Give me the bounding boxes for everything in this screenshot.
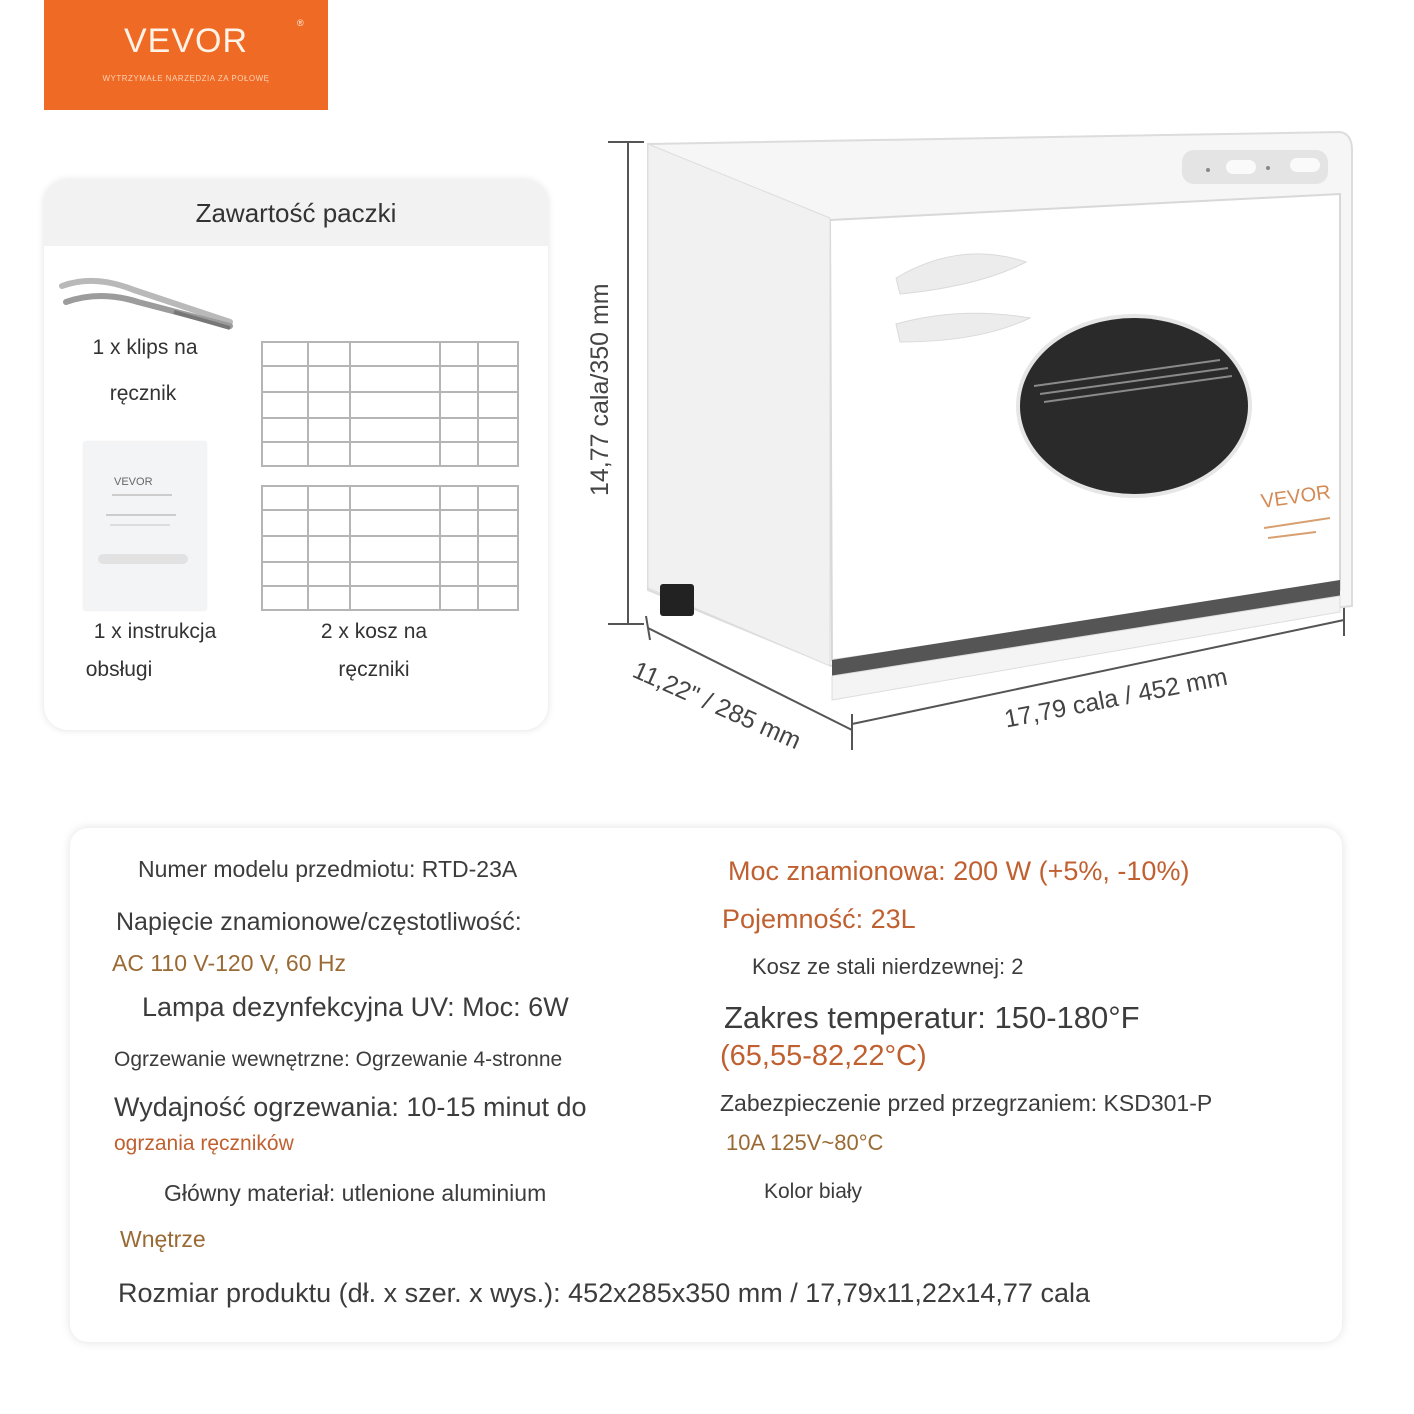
spec-temp-line2: (65,55-82,22°C) [720,1040,927,1072]
package-header [44,180,548,246]
item-basket-line1: 2 x kosz na [320,620,428,643]
dimension-depth-label: 11,22" / 285 mm [628,656,806,756]
towel-warmer-image [600,110,1370,790]
item-tongs-line1: 1 x klips na [92,336,198,359]
brand-name: VEVOR [123,22,249,60]
spec-capacity: Pojemność: 23L [722,904,916,934]
spec-voltage-label: Napięcie znamionowe/częstotliwość: [116,908,522,936]
spec-overheat-line2: 10A 125V~80°C [726,1130,884,1155]
manual-icon [84,442,206,610]
spec-uv-lamp: Lampa dezynfekcyjna UV: Moc: 6W [142,992,569,1022]
spec-heating: Ogrzewanie wewnętrzne: Ogrzewanie 4-stronne [114,1048,563,1071]
package-contents-card [44,180,548,730]
spec-overheat-line1: Zabezpieczenie przed przegrzaniem: KSD301-P [720,1090,1213,1116]
package-title: Zawartość paczki [195,198,397,228]
spec-efficiency-line1: Wydajność ogrzewania: 10-15 minut do [114,1092,587,1122]
tongs-icon [54,272,234,338]
wire-basket-icon [258,336,522,626]
product-logo: VEVOR [1259,481,1333,513]
brand-tagline: WYTRZYMAŁE NARZĘDZIA ZA POŁOWĘ [102,74,270,83]
spec-temp-line1: Zakres temperatur: 150-180°F [724,1000,1140,1035]
dimension-width-label: 17,79 cala / 452 mm [1002,662,1230,734]
dimension-height-label: 14,77 cala/350 mm [586,283,614,496]
spec-basket: Kosz ze stali nierdzewnej: 2 [752,954,1024,979]
manual-brand: VEVOR [114,476,153,488]
spec-size: Rozmiar produktu (dł. x szer. x wys.): 452x285x350 mm / 17,79x11,22x14,77 cala [118,1278,1090,1308]
item-tongs-line2: ręcznik [109,382,177,405]
spec-color: Kolor biały [764,1180,863,1203]
brand-registered-mark: ® [297,18,304,28]
item-manual-line2: obsługi [85,658,153,681]
item-manual-line1: 1 x instrukcja [93,620,217,643]
spec-interior: Wnętrze [120,1226,206,1252]
spec-model: Numer modelu przedmiotu: RTD-23A [138,856,518,882]
spec-voltage-value: AC 110 V-120 V, 60 Hz [112,950,346,976]
spec-power: Moc znamionowa: 200 W (+5%, -10%) [728,856,1190,886]
spec-efficiency-line2: ogrzania ręczników [114,1132,294,1155]
specifications-card [70,828,1342,1342]
item-basket-line2: ręczniki [338,658,410,681]
spec-material: Główny materiał: utlenione aluminium [164,1180,547,1206]
brand-logo [44,0,328,110]
